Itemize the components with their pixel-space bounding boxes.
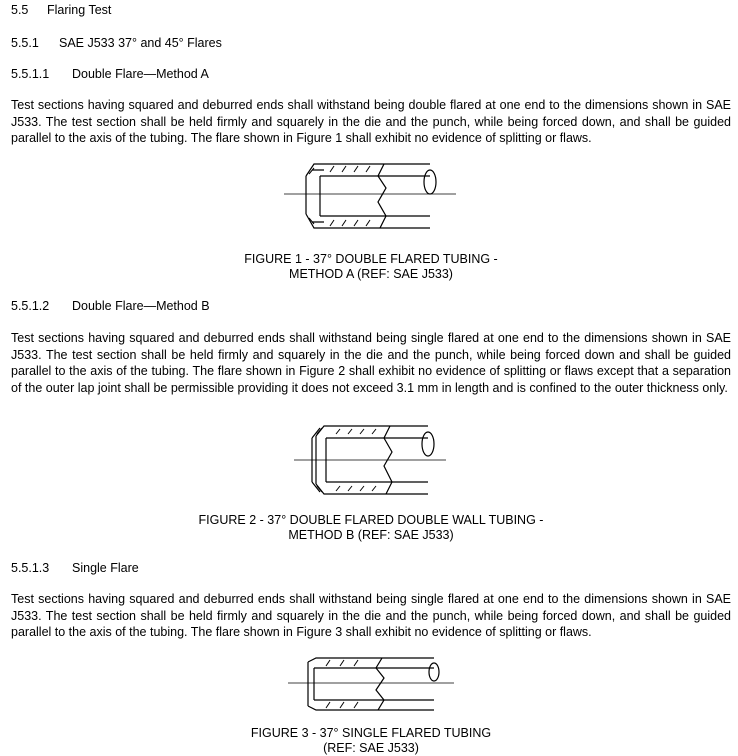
section-number: 5.5.1.2: [11, 299, 50, 313]
section-number: 5.5.1.1: [11, 67, 50, 81]
caption-line-1: FIGURE 1 - 37° DOUBLE FLARED TUBING -: [244, 252, 498, 266]
figure-1-caption: [0, 252, 738, 282]
section-title: Double Flare—Method B: [72, 299, 210, 313]
section-title: SAE J533 37° and 45° Flares: [59, 36, 222, 50]
section-title: Double Flare—Method A: [72, 67, 209, 81]
caption-line-1: FIGURE 2 - 37° DOUBLE FLARED DOUBLE WALL TUBING -: [198, 513, 544, 527]
heading-5-5-1: [11, 35, 222, 51]
caption-line-2: (REF: SAE J533): [323, 741, 419, 755]
figure-1-double-flared-tubing-drawing: [280, 158, 460, 236]
figure-2-caption: [0, 513, 738, 543]
section-title: Single Flare: [72, 561, 139, 575]
heading-5-5-1-3: [11, 560, 139, 576]
paragraph-double-flare-method-b: Test sections having squared and deburred ends shall withstand being single flared at one end to the dimensions shown in SAE J533. The test section shall be held firmly and squarely in the die and the punch, while being forced down and shall be guided parallel to the axis of the tubing. The flare shown in Figure 2 shall exhibit no evidence of splitting or flaws except that a separation of the outer lap joint shall be permissible providing it does not exceed 3.1 mm in length and is confined to the outer thickness only.: [11, 331, 731, 395]
caption-line-1: FIGURE 3 - 37° SINGLE FLARED TUBING: [250, 726, 492, 740]
paragraph-single-flare: Test sections having squared and deburred ends shall withstand being single flared at one end to the dimensions shown in SAE J533. The test section shall be held firmly and squarely in the die and the punch, while being forced down, and shall be guided parallel to the axis of the tubing. The flare shown in Figure 3 shall exhibit no evidence of splitting or flaws.: [11, 592, 731, 640]
figure-3-single-flared-tubing-drawing: [286, 654, 456, 714]
section-number: 5.5.1: [11, 36, 39, 50]
section-number: 5.5.1.3: [11, 561, 50, 575]
figure-2-double-wall-tubing-drawing: [292, 422, 448, 500]
section-title: Flaring Test: [47, 3, 112, 17]
caption-line-2: METHOD A (REF: SAE J533): [289, 267, 453, 281]
caption-line-2: METHOD B (REF: SAE J533): [288, 528, 454, 542]
heading-5-5: [11, 2, 111, 18]
heading-5-5-1-1: [11, 66, 209, 82]
section-number: 5.5: [11, 3, 29, 17]
heading-5-5-1-2: [11, 298, 210, 314]
figure-3-caption: [0, 726, 738, 756]
paragraph-double-flare-method-a: Test sections having squared and deburred ends shall withstand being double flared at one end to the dimensions shown in SAE J533. The test section shall be held firmly and squarely in the die and the punch, while being forced down, and shall be guided parallel to the axis of the tubing. The flare shown in Figure 1 shall exhibit no evidence of splitting or flaws.: [11, 98, 731, 146]
